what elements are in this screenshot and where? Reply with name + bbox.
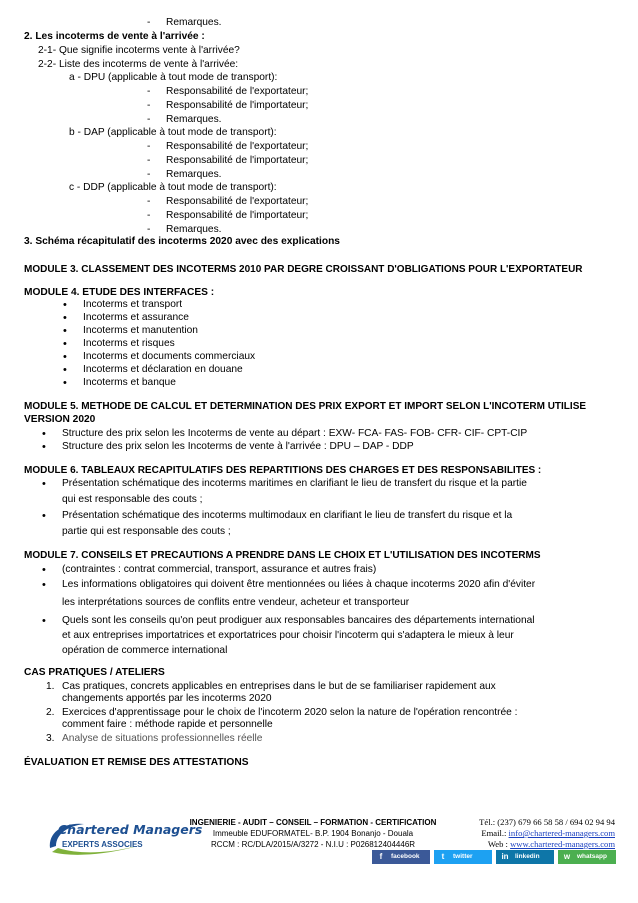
module-7-item-cont: et aux entreprises importatrices et exportatrices pour choisir l'incoterm qui s'adaptera le mieux à leur (62, 630, 514, 641)
dpu-resp-exportateur: Responsabilité de l'exportateur; (166, 86, 309, 97)
cas-pratiques-title: CAS PRATIQUES / ATELIERS (24, 667, 165, 678)
facebook-icon: f (379, 852, 383, 861)
social-twitter-button[interactable] (434, 850, 492, 864)
company-services: INGENIERIE - AUDIT – CONSEIL – FORMATION - CERTIFICATION (189, 818, 437, 827)
dash-marker: - (147, 210, 151, 221)
module-3-title: MODULE 3. CLASSEMENT DES INCOTERMS 2010 PAR DEGRE CROISSANT D'OBLIGATIONS POUR L'EXPORTATEUR (24, 264, 583, 275)
cas-item: Cas pratiques, concrets applicables en entreprises dans le but de se familiariser rapidement aux (62, 681, 496, 692)
dash-marker: - (147, 224, 151, 235)
web-label: Web : (487, 839, 508, 849)
dap-title: b - DAP (applicable à tout mode de transport): (69, 127, 277, 138)
module-7-item-cont: opération de commerce international (62, 645, 228, 656)
module-7-item-cont: les interprétations sources de conflits entre vendeur, acheteur et transporteur (62, 597, 410, 608)
dash-marker: - (147, 155, 151, 166)
list-number: 3. (46, 733, 55, 744)
dap-remarques: Remarques. (166, 169, 222, 180)
module-4-item: • Incoterms et transport (83, 299, 182, 311)
dap-resp-importateur: Responsabilité de l'importateur; (166, 155, 309, 166)
social-label: whatsapp (577, 853, 607, 860)
module-5-item: • Structure des prix selon les Incoterms de vente au départ : EXW- FCA- FAS- FOB- CFR- CIF- CPT-CIP (62, 428, 527, 440)
module-5-title-cont: VERSION 2020 (24, 414, 96, 425)
page-footer (0, 810, 638, 890)
dpu-remarques: Remarques. (166, 114, 222, 125)
social-linkedin-button[interactable] (496, 850, 554, 864)
social-label: facebook (391, 853, 420, 860)
module-7-item: • Quels sont les conseils qu'on peut prodiguer aux responsables bancaires des départements international (62, 615, 535, 627)
social-whatsapp-button[interactable] (558, 850, 616, 864)
dash-marker: - (147, 196, 151, 207)
social-label: linkedin (515, 853, 540, 860)
module-6-title: MODULE 6. TABLEAUX RECAPITULATIFS DES REPARTITIONS DES CHARGES ET DES RESPONSABILITES : (24, 465, 542, 476)
module-7-item: • Les informations obligatoires qui doivent être mentionnées ou liées à chaque incoterms 2020 afin d'éviter (62, 579, 535, 591)
contact-web-row (455, 839, 615, 850)
dash-marker: - (147, 169, 151, 180)
subsection-2-2: 2-2- Liste des incoterms de vente à l'arrivée: (38, 59, 239, 70)
ddp-title: c - DDP (applicable à tout mode de transport): (69, 182, 277, 193)
whatsapp-icon: w (563, 852, 571, 861)
list-number: 2. (46, 707, 55, 718)
section-2-title: 2. Les incoterms de vente à l'arrivée : (24, 31, 205, 42)
web-link[interactable]: www.chartered-managers.com (510, 839, 615, 849)
list-number: 1. (46, 681, 55, 692)
dpu-title: a - DPU (applicable à tout mode de transport): (69, 72, 278, 83)
module-4-item: • Incoterms et manutention (83, 325, 198, 337)
remark-text: Remarques. (166, 17, 222, 28)
module-4-title: MODULE 4. ETUDE DES INTERFACES : (24, 287, 215, 298)
email-link[interactable]: info@chartered-managers.com (508, 828, 615, 838)
twitter-icon: t (441, 852, 445, 861)
module-6-item-cont: qui est responsable des couts ; (62, 494, 203, 505)
module-5-item: • Structure des prix selon les Incoterms de vente à l'arrivée : DPU – DAP - DDP (62, 441, 414, 453)
ddp-remarques: Remarques. (166, 224, 222, 235)
cas-item-cont: changements apportés par les incoterms 2020 (62, 693, 272, 704)
company-logo (44, 818, 203, 862)
linkedin-icon: in (501, 852, 509, 861)
dash-marker: - (147, 141, 151, 152)
company-info (186, 817, 440, 850)
module-4-item: • Incoterms et risques (83, 338, 175, 350)
cas-item: Exercices d'apprentissage pour le choix de l'incoterm 2020 selon la nature de l'opération rencontrée : (62, 707, 518, 718)
logo-title: Chartered Managers (58, 822, 203, 837)
dash-marker: - (147, 114, 151, 125)
dap-resp-exportateur: Responsabilité de l'exportateur; (166, 141, 309, 152)
cas-item: Analyse de situations professionnelles réelle (62, 733, 263, 744)
module-4-item: • Incoterms et banque (83, 377, 176, 389)
dpu-resp-importateur: Responsabilité de l'importateur; (166, 100, 309, 111)
module-7-item: • (contraintes : contrat commercial, transport, assurance et autres frais) (62, 564, 376, 576)
evaluation-title: ÉVALUATION ET REMISE DES ATTESTATIONS (24, 757, 249, 768)
company-address: Immeuble EDUFORMATEL- B.P. 1904 Bonanjo - Douala (212, 829, 414, 838)
email-label: Email.: (481, 828, 507, 838)
logo-subtitle: EXPERTS ASSOCIES (62, 840, 143, 849)
cas-item-cont: comment faire : méthode rapide et personnelle (62, 719, 273, 730)
contact-phone: Tél.: (237) 679 66 58 58 / 694 02 94 94 (479, 817, 615, 827)
ddp-resp-importateur: Responsabilité de l'importateur; (166, 210, 309, 221)
social-label: twitter (453, 853, 473, 860)
module-4-item: • Incoterms et déclaration en douane (83, 364, 243, 376)
module-6-item: • Présentation schématique des incoterms multimodaux en clarifiant le lieu de transfert du risque et la (62, 510, 512, 522)
contact-info (455, 817, 615, 850)
module-6-item-cont: partie qui est responsable des couts ; (62, 526, 231, 537)
dash-marker: - (147, 100, 151, 111)
ddp-resp-exportateur: Responsabilité de l'exportateur; (166, 196, 309, 207)
dash-marker: - (147, 86, 151, 97)
module-5-title: MODULE 5. METHODE DE CALCUL ET DETERMINATION DES PRIX EXPORT ET IMPORT SELON L'INCOTERM UTILISE (24, 401, 587, 412)
module-4-item: • Incoterms et assurance (83, 312, 189, 324)
dash-marker: - (147, 17, 151, 28)
contact-email-row (455, 828, 615, 839)
module-7-title: MODULE 7. CONSEILS ET PRECAUTIONS A PRENDRE DANS LE CHOIX ET L'UTILISATION DES INCOTERMS (24, 550, 541, 561)
module-4-item: • Incoterms et documents commerciaux (83, 351, 255, 363)
module-6-item: • Présentation schématique des incoterms maritimes en clarifiant le lieu de transfert du risque et la partie (62, 478, 527, 490)
social-facebook-button[interactable] (372, 850, 430, 864)
subsection-2-1: 2-1- Que signifie incoterms vente à l'arrivée? (38, 45, 240, 56)
company-registration: RCCM : RC/DLA/2015/A/3272 - N.I.U : P026812404446R (210, 840, 416, 849)
section-3-title: 3. Schéma récapitulatif des incoterms 2020 avec des explications (24, 236, 340, 247)
